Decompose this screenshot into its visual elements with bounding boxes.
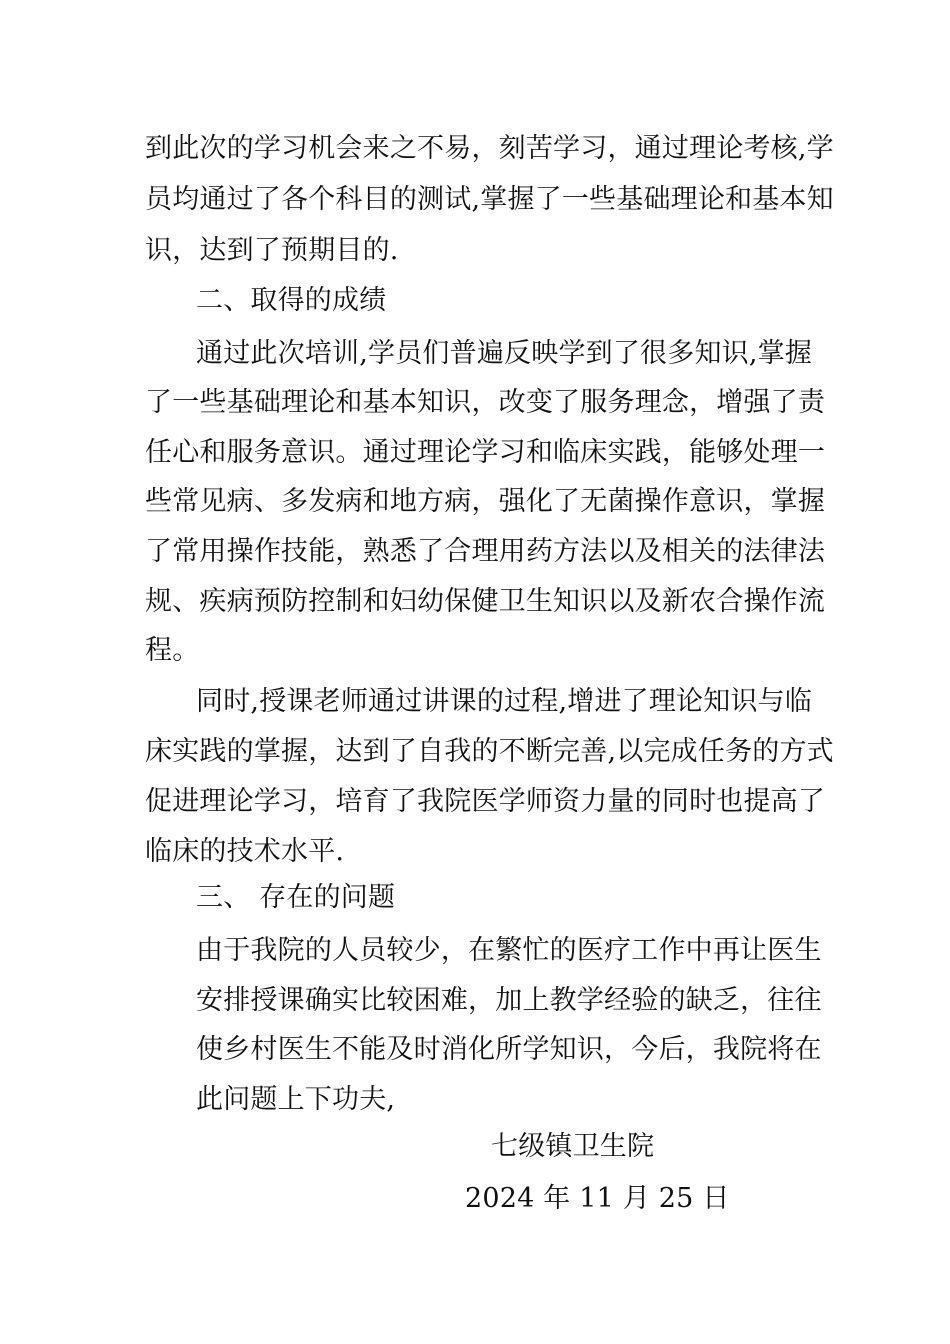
paragraph-4-line-2: 安 排 授 课 确 实 比 较 困 难 ， 加 上 教 学 经 验 的 缺 乏 ， 往 往 — [196, 985, 822, 1016]
paragraph-2-line-1: 通 过 此 次 培 训 , 学 员 们 普 遍 反 映 学 到 了 很 多 知 识 , 掌 握 — [196, 338, 813, 369]
paragraph-2-line-6: 规 、 疾 病 预 防 控 制 和 妇 幼 保 健 卫 生 知 识 以 及 新 农 合 操 作 流 — [145, 586, 826, 617]
signature-organization: 七级镇卫生院 — [491, 1131, 655, 1162]
paragraph-4-line-3: 使 乡 村 医 生 不 能 及 时 消 化 所 学 知 识 ， 今 后 ， 我 院 将 在 — [196, 1034, 822, 1065]
paragraph-2-line-7: 程。 — [145, 635, 200, 666]
paragraph-2-line-4: 些 常 见 病 、 多 发 病 和 地 方 病 ， 强 化 了 无 菌 操 作 意 识 ， 掌 握 — [145, 486, 826, 517]
paragraph-3-line-2: 床 实 践 的 掌 握 ， 达 到 了 自 我 的 不 断 完 善 , 以 完 成 任 务 的 方 式 — [145, 736, 834, 767]
paragraph-3-line-4: 临床的技术水平. — [145, 836, 345, 867]
paragraph-1-line-2: 员 均 通 过 了 各 个 科 目 的 测 试 , 掌 握 了 一 些 基 础 理 论 和 基 本 知 — [145, 184, 834, 215]
section-heading-achievements: 二、取得的成绩 — [196, 285, 387, 316]
paragraph-2-line-2: 了 一 些 基 础 理 论 和 基 本 知 识 ， 改 变 了 服 务 理 念 ， 增 强 了 责 — [145, 387, 826, 418]
paragraph-4-line-1: 由 于 我 院 的 人 员 较 少 ， 在 繁 忙 的 医 疗 工 作 中 再 让 医 生 — [196, 935, 822, 966]
paragraph-2-line-3: 任 心 和 服 务 意 识 。 通 过 理 论 学 习 和 临 床 实 践 ， 能 够 处 理 一 — [145, 437, 826, 468]
paragraph-3-line-1: 同 时 , 授 课 老 师 通 过 讲 课 的 过 程 , 增 进 了 理 论 知 识 与 临 — [196, 686, 813, 717]
paragraph-4-line-4: 此问题上下功夫, — [196, 1084, 396, 1115]
paragraph-1-line-1: 到 此 次 的 学 习 机 会 来 之 不 易 ， 刻 苦 学 习 ， 通 过 理 论 考 核 , 学 — [145, 133, 834, 164]
section-heading-problems: 三、 存在的问题 — [196, 882, 396, 913]
paragraph-2-line-5: 了 常 用 操 作 技 能 ， 熟 悉 了 合 理 用 药 方 法 以 及 相 关 的 法 律 法 — [145, 536, 826, 567]
paragraph-1-line-3: 识，达到了预期目的. — [145, 235, 399, 266]
paragraph-3-line-3: 促 进 理 论 学 习 ， 培 育 了 我 院 医 学 师 资 力 量 的 同 时 也 提 高 了 — [145, 786, 826, 817]
signature-date: 2024 年 11 月 25 日 — [465, 1183, 730, 1214]
